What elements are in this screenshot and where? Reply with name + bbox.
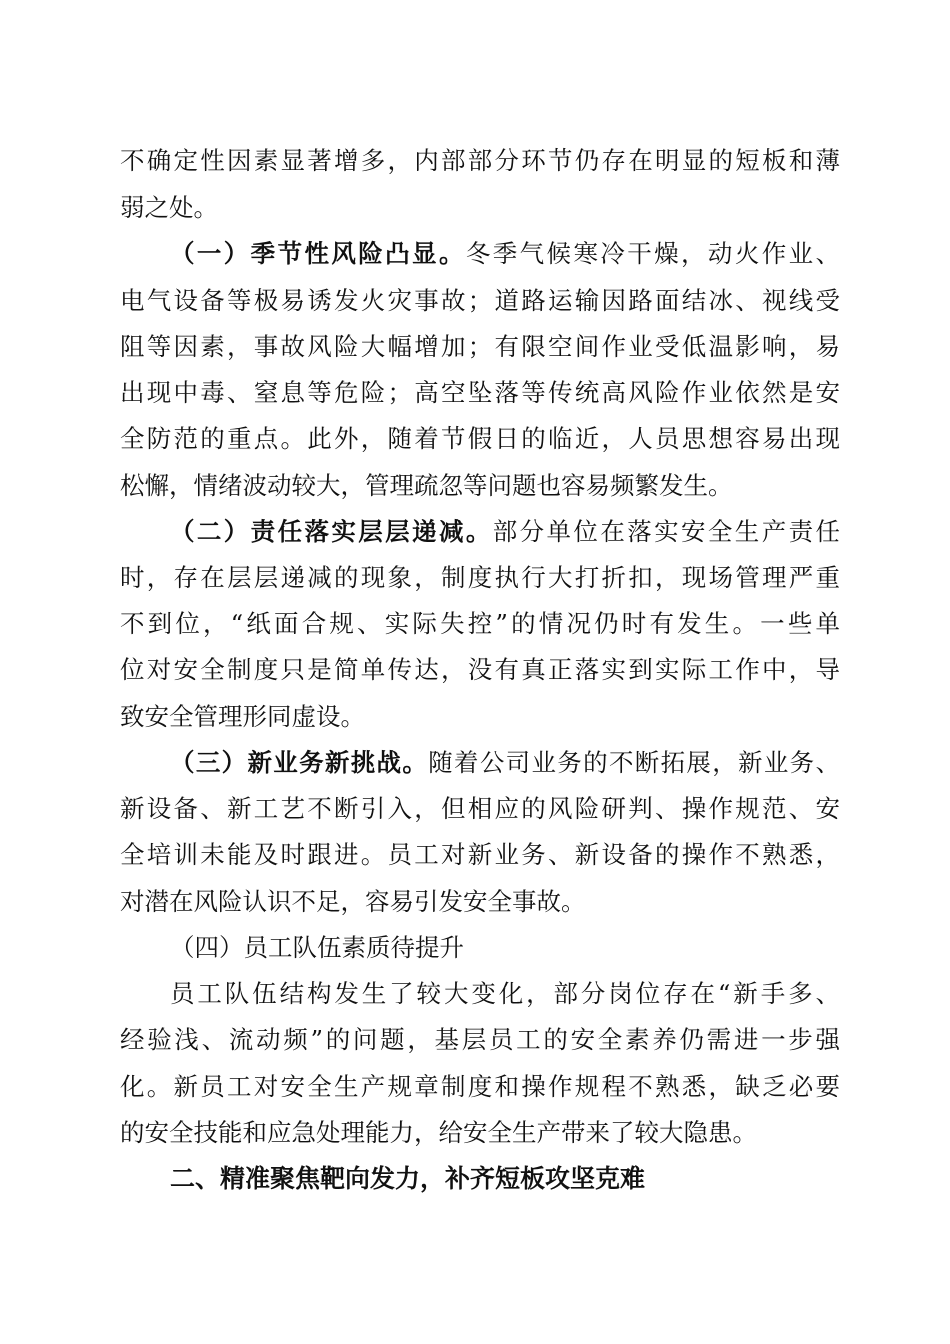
- section2-first-line: [170, 517, 840, 547]
- section4-first-line: 员工队伍结构发生了较大变化，部分岗位存在“新手多、: [170, 979, 840, 1008]
- heading-level-2: 二、精准聚焦靶向发力，补齐短板攻坚克难: [170, 1164, 646, 1193]
- section2-line: 位对安全制度只是简单传达，没有真正落实到实际工作中，导: [120, 655, 840, 684]
- section1-title: （一）季节性风险凸显。: [170, 239, 466, 268]
- intro-line-2: 弱之处。: [120, 193, 218, 222]
- section2-line: 不到位，“纸面合规、实际失控”的情况仍时有发生。一些单: [120, 609, 840, 638]
- section3-first-rest: 随着公司业务的不断拓展，新业务、: [428, 748, 841, 777]
- section3-first-line: [170, 748, 840, 778]
- section1-line: 出现中毒、窒息等危险；高空坠落等传统高风险作业依然是安: [120, 378, 840, 407]
- section1-line: 松懈，情绪波动较大，管理疏忽等问题也容易频繁发生。: [120, 471, 733, 500]
- section2-line: 时，存在层层递减的现象，制度执行大打折扣，现场管理严重: [120, 563, 840, 592]
- section3-line: 全培训未能及时跟进。员工对新业务、新设备的操作不熟悉，: [120, 840, 840, 869]
- section2-first-rest: 部分单位在落实安全生产责任: [492, 517, 840, 546]
- section1-line: 电气设备等极易诱发火灾事故；道路运输因路面结冰、视线受: [120, 286, 840, 315]
- section4-title: （四）员工队伍素质待提升: [170, 933, 464, 962]
- section3-line: 新设备、新工艺不断引入，但相应的风险研判、操作规范、安: [120, 794, 840, 823]
- section1-first-rest: 冬季气候寒冷干燥，动火作业、: [465, 239, 841, 268]
- section1-line: 阻等因素，事故风险大幅增加；有限空间作业受低温影响，易: [120, 332, 840, 361]
- section3-title: （三）新业务新挑战。: [170, 748, 429, 777]
- section3-line: 对潜在风险认识不足，容易引发安全事故。: [120, 887, 586, 916]
- section4-line: 化。新员工对安全生产规章制度和操作规程不熟悉，缺乏必要: [120, 1072, 840, 1101]
- section4-line: 的安全技能和应急处理能力，给安全生产带来了较大隐患。: [120, 1118, 757, 1147]
- section1-first-line: [170, 239, 840, 269]
- section4-line: 经验浅、流动频”的问题，基层员工的安全素养仍需进一步强: [120, 1025, 840, 1054]
- intro-line-1: 不确定性因素显著增多，内部部分环节仍存在明显的短板和薄: [120, 146, 840, 175]
- section1-line: 全防范的重点。此外，随着节假日的临近，人员思想容易出现: [120, 424, 840, 453]
- section2-line: 致安全管理形同虚设。: [120, 702, 365, 731]
- section2-title: （二）责任落实层层递减。: [170, 517, 493, 546]
